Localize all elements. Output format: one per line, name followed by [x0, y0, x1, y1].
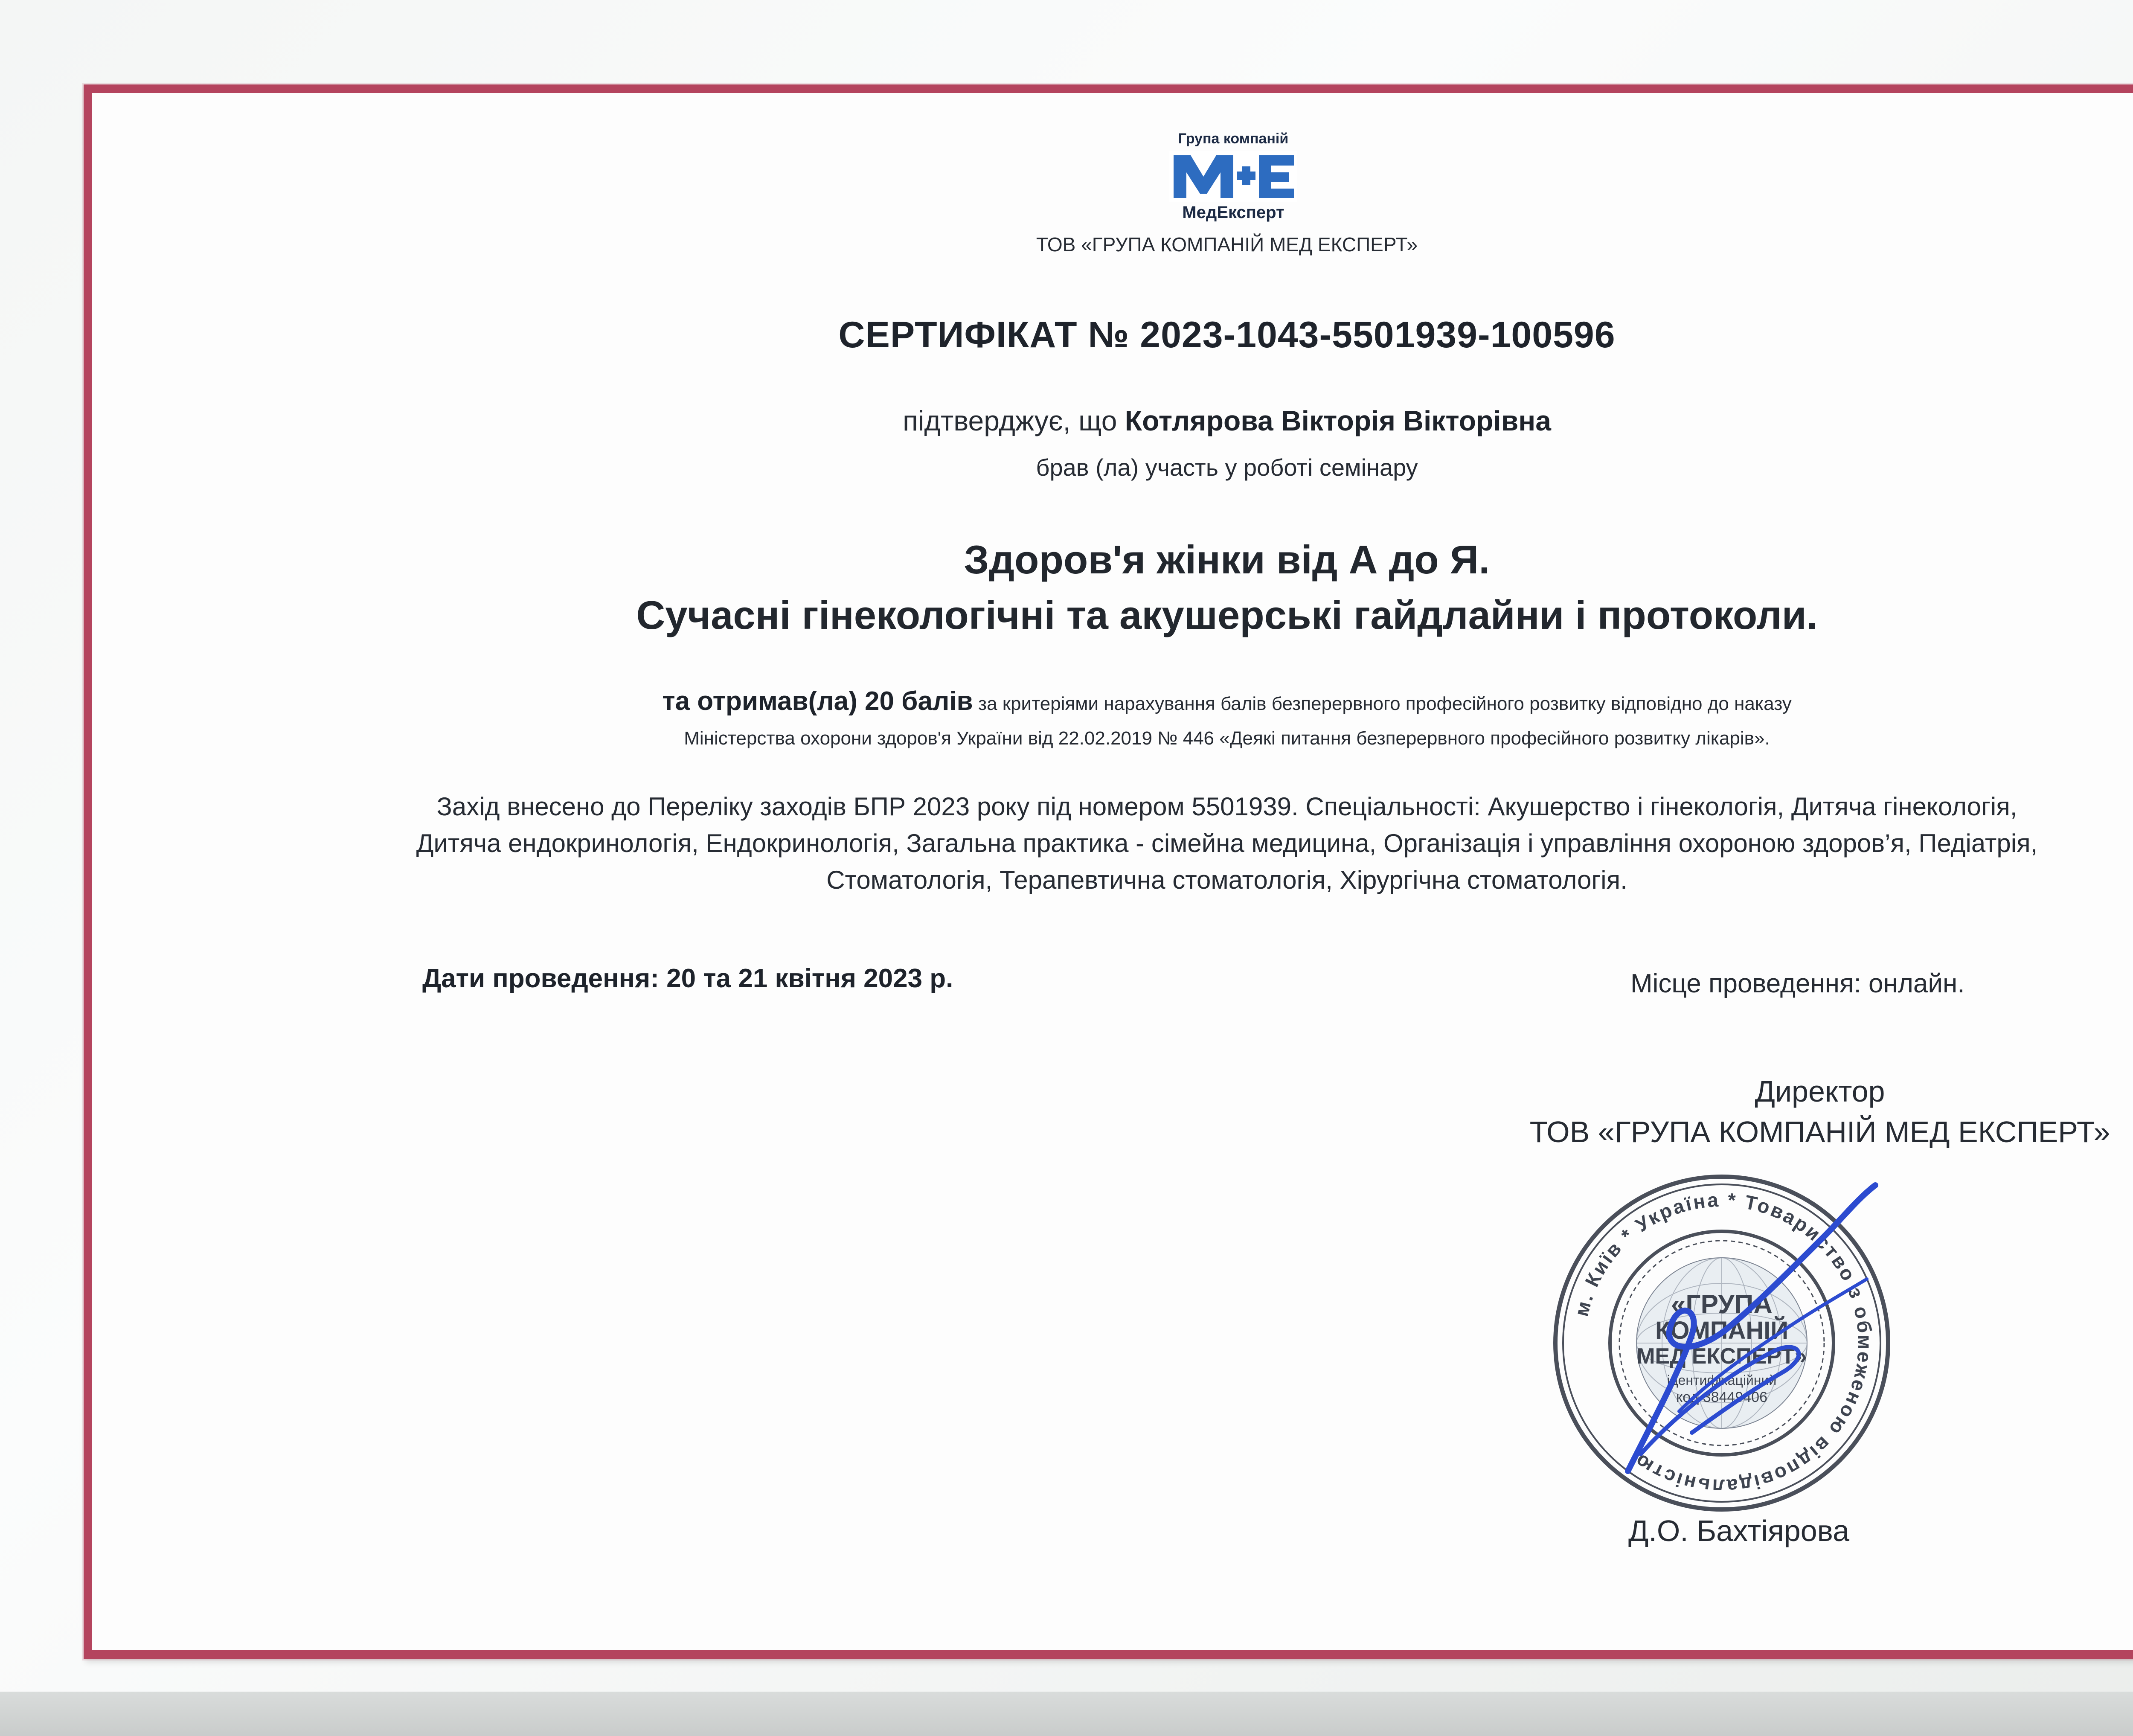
confirms-prefix: підтверджує, що [903, 405, 1117, 436]
seal-line4: ідентифікаційний [1667, 1373, 1777, 1388]
event-place: Місце проведення: онлайн. [1630, 969, 1965, 998]
director-title: Директор [1755, 1075, 1885, 1108]
logo-top-caption: Група компаній [1178, 131, 1289, 147]
listing-line1: Захід внесено до Переліку заходів БПР 2023 року під номером 5501939. Спеціальності: Акушерство і гінекологія, Дитяча гінекологія, [436, 792, 2017, 821]
seminar-title-line1: Здоров'я жінки від А до Я. [964, 537, 1490, 582]
event-dates: Дати проведення: 20 та 21 квітня 2023 р. [422, 964, 953, 993]
seminar-title-line2: Сучасні гінекологічні та акушерські гайдлайни і протоколи. [636, 593, 1818, 637]
company-logo [1157, 131, 1310, 224]
director-signature [1551, 1172, 1892, 1514]
director-organization: ТОВ «ГРУПА КОМПАНІЙ МЕД ЕКСПЕРТ» [1529, 1115, 2110, 1149]
med-expert-logo-mark [1169, 151, 1297, 202]
seal-line1: «ГРУПА [1671, 1290, 1773, 1319]
seal-line2: КОМПАНІЙ [1655, 1317, 1789, 1344]
logo-bottom-caption: МедЕксперт [1182, 203, 1284, 222]
points-line [92, 686, 2133, 716]
seal-line3: МЕД ЕКСПЕРТ» [1636, 1344, 1807, 1369]
listing-line2: Дитяча ендокринологія, Ендокринологія, Загальна практика - сімейна медицина, Організація і управління охороною здоров’я, Педіатрія, [416, 829, 2038, 858]
participation-line: брав (ла) участь у роботі семінару [1036, 454, 1418, 481]
confirmation-line [92, 404, 2133, 437]
seal-line5: код 38449406 [1676, 1389, 1767, 1405]
company-name: ТОВ «ГРУПА КОМПАНІЙ МЕД ЕКСПЕРТ» [1036, 233, 1418, 256]
listing-line3: Стоматологія, Терапевтична стоматологія, Хірургічна стоматологія. [826, 866, 1627, 894]
points-criteria: за критеріями нарахування балів безперервного професійного розвитку відповідно до наказу [978, 693, 1792, 714]
ministry-order-line: Міністерства охорони здоров'я України від 22.02.2019 № 446 «Деякі питання безперервного професійного розвитку лікарів». [684, 728, 1770, 749]
event-listing [92, 788, 2133, 899]
points-awarded: та отримав(ла) 20 балів [662, 686, 973, 716]
participant-name: Котлярова Вікторія Вікторівна [1125, 405, 1551, 436]
screen-bezel-strip [0, 1692, 2133, 1736]
signer-name: Д.О. Бахтіярова [1628, 1514, 1849, 1547]
seal-outer-text: м. Київ * Україна * Товариство з обмеженою відповідальністю [1570, 1188, 1877, 1498]
certificate-title: СЕРТИФІКАТ № 2023-1043-5501939-100596 [838, 314, 1616, 355]
certificate-frame [84, 84, 2133, 1659]
